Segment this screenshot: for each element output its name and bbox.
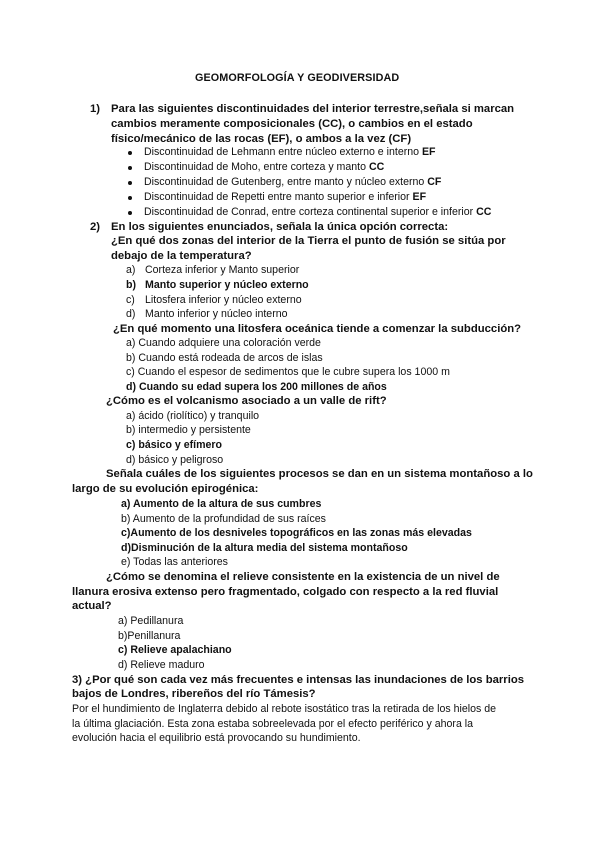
bullet-icon	[128, 181, 132, 185]
q2d-option-c: c)Aumento de los desniveles topográficos en las zonas más elevadas	[121, 527, 472, 539]
q2a-question-line-1: ¿En qué dos zonas del interior de la Tierra el punto de fusión se sitúa por	[111, 235, 506, 247]
q2a-option-b-letter: b)	[126, 279, 136, 291]
q1-item-2-answer: CC	[368, 161, 385, 173]
q2e-option-c: c) Relieve apalachiano	[118, 644, 232, 656]
q2d-option-e: e) Todas las anteriores	[121, 556, 228, 568]
q3-question-line-1: 3) ¿Por qué son cada vez más frecuentes e intensas las inundaciones de los barrios	[72, 674, 525, 686]
page-title: GEOMORFOLOGÍA Y GEODIVERSIDAD	[195, 72, 400, 84]
bullet-icon	[128, 196, 132, 200]
q1-item-2: Discontinuidad de Moho, entre corteza y manto CC	[144, 161, 385, 173]
q3-answer-line-2: la última glaciación. Esta zona estaba sobreelevada por el efecto periférico y ahora la	[72, 718, 474, 730]
q2d-question-line-1: Señala cuáles de los siguientes procesos se dan en un sistema montañoso a lo	[106, 468, 533, 480]
q1-text-line-1: Para las siguientes discontinuidades del interior terrestre,señala si marcan	[111, 103, 515, 115]
q2c-option-b: b) intermedio y persistente	[126, 424, 251, 436]
q1-item-5-answer: CC	[476, 206, 492, 218]
q2b-option-d: d) Cuando su edad supera los 200 millones de años	[126, 381, 387, 393]
q2a-option-d: Manto inferior y núcleo interno	[145, 308, 288, 320]
q2a-question-line-2: debajo de la temperatura?	[111, 250, 252, 262]
q2b-option-a: a) Cuando adquiere una coloración verde	[126, 337, 321, 349]
q2-intro: En los siguientes enunciados, señala la única opción correcta:	[111, 221, 449, 233]
q2e-question-line-1: ¿Cómo se denomina el relieve consistente en la existencia de un nivel de	[106, 571, 500, 583]
q1-item-3-answer: CF	[427, 176, 442, 188]
q2c-option-d: d) básico y peligroso	[126, 454, 224, 466]
q2d-question-line-2: largo de su evolución epirogénica:	[72, 483, 259, 495]
q2e-option-a: a) Pedillanura	[118, 615, 184, 627]
q1-item-1: Discontinuidad de Lehmann entre núcleo externo e interno EF	[144, 146, 436, 158]
q2a-option-c-letter: c)	[126, 294, 135, 306]
q2d-option-d: d)Disminución de la altura media del sistema montañoso	[121, 542, 408, 554]
q2-number: 2)	[90, 221, 101, 233]
q1-item-1-answer: EF	[421, 146, 436, 158]
q3-answer-line-1: Por el hundimiento de Inglaterra debido al rebote isostático tras la retirada de los hielos de	[72, 703, 497, 715]
q2c-option-a: a) ácido (riolítico) y tranquilo	[126, 410, 260, 422]
q2a-option-d-letter: d)	[126, 308, 136, 320]
q2c-question: ¿Cómo es el volcanismo asociado a un valle de rift?	[106, 395, 387, 407]
q2a-option-c: Litosfera inferior y núcleo externo	[145, 294, 302, 306]
q2a-option-a-letter: a)	[126, 264, 136, 276]
q2e-option-b: b)Penillanura	[118, 630, 181, 642]
q1-item-5: Discontinuidad de Conrad, entre corteza continental superior e inferior CC	[144, 206, 492, 218]
q1-text-line-3: físico/mecánico de las rocas (EF), o ambos a la vez (CF)	[111, 133, 412, 145]
q2e-option-d: d) Relieve maduro	[118, 659, 205, 671]
bullet-icon	[128, 166, 132, 170]
q2d-option-a: a) Aumento de la altura de sus cumbres	[121, 498, 322, 510]
q3-question-line-2: bajos de Londres, ribereños del río Támesis?	[72, 688, 316, 700]
bullet-icon	[128, 151, 132, 155]
q1-number: 1)	[90, 103, 101, 115]
q2a-option-b: Manto superior y núcleo externo	[145, 279, 309, 291]
q2e-question-line-3: actual?	[72, 600, 112, 612]
q2e-question-line-2: llanura erosiva extenso pero fragmentado, colgado con respecto a la red fluvial	[72, 586, 499, 598]
q1-text-line-2: cambios meramente composicionales (CC), o cambios en el estado	[111, 118, 473, 130]
q2c-option-c: c) básico y efímero	[126, 439, 222, 451]
bullet-icon	[128, 211, 132, 215]
q1-item-4-answer: EF	[412, 191, 427, 203]
q2b-option-b: b) Cuando está rodeada de arcos de islas	[126, 352, 323, 364]
q2d-option-b: b) Aumento de la profundidad de sus raíces	[121, 513, 326, 525]
q2b-question: ¿En qué momento una litosfera oceánica tiende a comenzar la subducción?	[113, 323, 522, 335]
q3-answer-line-3: evolución hacia el equilibrio está provocando su hundimiento.	[72, 732, 361, 744]
q2b-option-c: c) Cuando el espesor de sedimentos que le cubre supera los 1000 m	[126, 366, 450, 378]
q2a-option-a: Corteza inferior y Manto superior	[145, 264, 300, 276]
q1-item-3: Discontinuidad de Gutenberg, entre manto y núcleo externo CF	[144, 176, 442, 188]
q1-item-4: Discontinuidad de Repetti entre manto superior e inferior EF	[144, 191, 427, 203]
